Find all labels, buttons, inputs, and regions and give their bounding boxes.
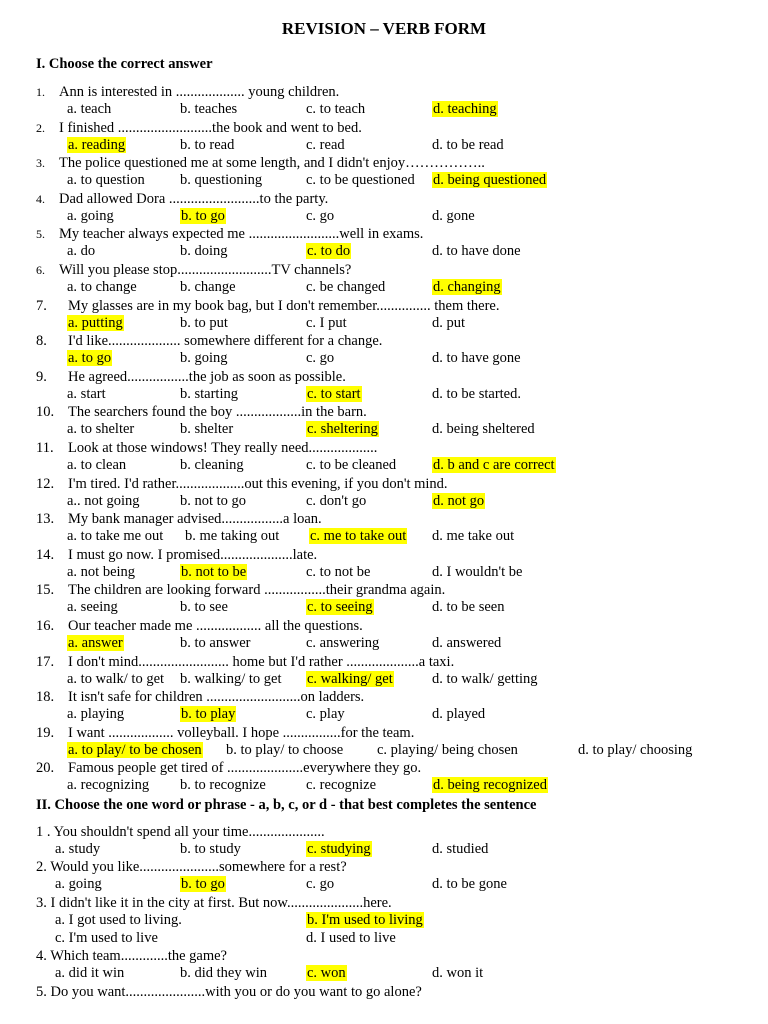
option-label: d. answered [432, 635, 502, 651]
question-number: 1. [36, 85, 45, 99]
option-a[interactable] [67, 670, 164, 688]
option-label: a. to take me out [67, 528, 164, 544]
option-c[interactable] [306, 875, 334, 893]
option-a[interactable] [67, 349, 112, 367]
option-b[interactable] [180, 136, 234, 154]
option-b[interactable] [180, 875, 226, 893]
option-d[interactable] [432, 456, 556, 474]
option-a[interactable] [67, 242, 95, 260]
option-label: a. to play/ to be chosen [68, 742, 202, 758]
option-label: d. to be seen [432, 599, 505, 615]
option-label: b. shelter [180, 421, 234, 437]
question-text: The police questioned me at some length, and I didn't enjoy…………….. [59, 155, 485, 171]
option-label: a. reading [68, 137, 126, 153]
question-number: 18. [36, 689, 55, 705]
option-c[interactable] [306, 840, 372, 858]
option-label: b. to play/ to choose [226, 742, 344, 758]
question-5 [36, 225, 424, 243]
option-c[interactable] [306, 634, 379, 652]
question-15 [36, 581, 446, 599]
option-label: b. questioning [180, 172, 263, 188]
option-label: b. starting [180, 386, 238, 402]
option-c[interactable] [306, 705, 345, 723]
question-text: My glasses are in my book bag, but I don't remember............... them there. [68, 298, 500, 314]
option-label: a.. not going [67, 493, 140, 509]
sentence-3 [36, 894, 392, 912]
option-label: a. teach [67, 101, 112, 117]
question-number: 16. [36, 618, 55, 634]
option-b[interactable] [180, 100, 237, 118]
option-label: a. to change [67, 279, 137, 295]
option-label: a. did it win [55, 965, 125, 981]
option-label: b. to see [180, 599, 228, 615]
option-a[interactable] [55, 964, 124, 982]
option-label: c. playing/ being chosen [377, 742, 518, 758]
option-label: d. I used to live [306, 930, 396, 946]
option-label: c. sheltering [307, 421, 378, 437]
question-6 [36, 261, 352, 279]
option-label: d. gone [432, 208, 475, 224]
option-label: d. b and c are correct [433, 457, 555, 473]
question-7 [36, 297, 500, 315]
option-b[interactable] [180, 705, 236, 723]
option-d[interactable] [432, 100, 498, 118]
sentence-text: 5. Do you want......................with you or do you want to go alone? [36, 984, 422, 1000]
option-label: b. to recognize [180, 777, 266, 793]
question-number: 20. [36, 760, 55, 776]
option-label: a. start [67, 386, 106, 402]
option-d[interactable] [432, 670, 538, 688]
option-label: d. to play/ choosing [578, 742, 693, 758]
question-text: I want .................. volleyball. I hope ................for the team. [68, 725, 415, 741]
option-label: c. be changed [306, 279, 386, 295]
option-label: a. to walk/ to get [67, 671, 165, 687]
option-c[interactable] [377, 741, 518, 759]
question-number: 7. [36, 298, 47, 314]
option-c[interactable] [306, 171, 415, 189]
question-text: Famous people get tired of .....................everywhere they go. [68, 760, 422, 776]
option-label: b. not to go [180, 493, 247, 509]
question-text: The children are looking forward .................their grandma again. [68, 582, 446, 598]
option-label: d. teaching [433, 101, 497, 117]
option-b[interactable] [185, 527, 279, 545]
option-label: c. go [306, 208, 335, 224]
option-b[interactable] [180, 171, 262, 189]
option-label: c. to be cleaned [306, 457, 397, 473]
option-label: a. to go [68, 350, 112, 366]
option-d[interactable] [432, 563, 522, 581]
option-label: b. going [180, 350, 228, 366]
question-number: 13. [36, 511, 55, 527]
option-d[interactable] [432, 634, 501, 652]
option-c[interactable] [306, 964, 347, 982]
option-a[interactable] [67, 420, 134, 438]
question-number: 19. [36, 725, 55, 741]
option-b[interactable] [180, 840, 241, 858]
option-b[interactable] [180, 456, 244, 474]
option-b[interactable] [180, 207, 226, 225]
option-label: c. to teach [306, 101, 366, 117]
option-label: d. not go [433, 493, 485, 509]
option-label: c. go [306, 876, 335, 892]
option-label: b. walking/ to get [180, 671, 282, 687]
option-b[interactable] [180, 349, 228, 367]
option-b[interactable] [180, 670, 282, 688]
option-label: c. read [306, 137, 345, 153]
option-d[interactable] [432, 349, 521, 367]
option-label: a. going [67, 208, 114, 224]
question-number: 5. [36, 227, 45, 241]
question-3 [36, 154, 485, 172]
sentence-text: 1 . You shouldn't spend all your time..................... [36, 824, 325, 840]
question-number: 4. [36, 192, 45, 206]
option-a[interactable] [67, 456, 126, 474]
sentence-5 [36, 983, 422, 1001]
option-b[interactable] [180, 314, 228, 332]
option-label: a. not being [67, 564, 136, 580]
option-label: c. I'm used to live [55, 930, 158, 946]
sentence-1 [36, 823, 325, 841]
question-12 [36, 475, 448, 493]
option-label: c. to do [307, 243, 351, 259]
option-label: d. to be gone [432, 876, 507, 892]
option-d[interactable] [432, 385, 521, 403]
question-text: I'd like.................... somewhere different for a change. [68, 333, 383, 349]
question-17 [36, 653, 455, 671]
option-a[interactable] [55, 875, 102, 893]
question-19 [36, 724, 415, 742]
option-d[interactable] [432, 964, 483, 982]
option-label: a. I got used to living. [55, 912, 182, 928]
option-a[interactable] [67, 598, 118, 616]
question-number: 6. [36, 263, 45, 277]
question-number: 10. [36, 404, 55, 420]
option-b[interactable] [306, 911, 424, 929]
section-1-heading: I. Choose the correct answer [36, 56, 213, 72]
question-text: I finished ..........................the book and went to bed. [59, 120, 362, 136]
option-label: b. to put [180, 315, 228, 331]
option-a[interactable] [67, 741, 203, 759]
question-text: Ann is interested in ................... young children. [59, 84, 340, 100]
option-a[interactable] [67, 634, 124, 652]
option-label: c. recognize [306, 777, 377, 793]
option-label: d. I wouldn't be [432, 564, 523, 580]
option-c[interactable] [306, 349, 334, 367]
option-label: c. studying [307, 841, 371, 857]
page-title: REVISION – VERB FORM [281, 19, 487, 38]
option-c[interactable] [309, 527, 407, 545]
option-b[interactable] [180, 563, 247, 581]
option-label: b. to go [181, 876, 225, 892]
question-number: 12. [36, 476, 55, 492]
option-label: a. putting [68, 315, 123, 331]
question-text: Dad allowed Dora .........................to the party. [59, 191, 329, 207]
question-text: Will you please stop..........................TV channels? [59, 262, 352, 278]
option-b[interactable] [180, 420, 233, 438]
option-d[interactable] [432, 136, 504, 154]
option-label: b. to study [180, 841, 241, 857]
option-d[interactable] [432, 420, 535, 438]
question-text: He agreed.................the job as soon as possible. [68, 369, 346, 385]
option-c[interactable] [306, 242, 351, 260]
option-b[interactable] [180, 242, 228, 260]
option-label: b. me taking out [185, 528, 280, 544]
sentence-2 [36, 858, 347, 876]
option-label: d. changing [433, 279, 501, 295]
option-label: c. play [306, 706, 345, 722]
question-1 [36, 83, 340, 101]
option-label: c. answering [306, 635, 380, 651]
option-label: a. answer [68, 635, 123, 651]
option-d[interactable] [306, 929, 396, 947]
question-14 [36, 546, 318, 564]
option-a[interactable] [55, 911, 182, 929]
question-text: My teacher always expected me .........................well in exams. [59, 226, 424, 242]
question-text: I don't mind......................... home but I'd rather ....................a taxi. [68, 654, 455, 670]
option-label: b. to play [181, 706, 236, 722]
option-c[interactable] [306, 314, 347, 332]
option-label: b. to read [180, 137, 235, 153]
option-a[interactable] [67, 705, 124, 723]
option-c[interactable] [306, 136, 345, 154]
option-c[interactable] [306, 670, 394, 688]
option-label: d. to walk/ getting [432, 671, 538, 687]
option-b[interactable] [180, 964, 267, 982]
question-number: 15. [36, 582, 55, 598]
option-b[interactable] [226, 741, 343, 759]
sentence-text: 2. Would you like......................somewhere for a rest? [36, 859, 347, 875]
option-label: c. don't go [306, 493, 367, 509]
option-b[interactable] [180, 634, 250, 652]
question-number: 2. [36, 121, 45, 135]
sentence-text: 4. Which team.............the game? [36, 948, 227, 964]
option-label: b. did they win [180, 965, 267, 981]
option-label: d. me take out [432, 528, 515, 544]
question-number: 9. [36, 369, 47, 385]
option-b[interactable] [180, 278, 236, 296]
option-label: a. going [55, 876, 102, 892]
option-label: d. to be started. [432, 386, 521, 402]
question-number: 3. [36, 156, 45, 170]
option-label: a. to clean [67, 457, 127, 473]
question-text: I'm tired. I'd rather...................out this evening, if you don't mind. [68, 476, 448, 492]
option-a[interactable] [67, 136, 126, 154]
option-d[interactable] [432, 492, 485, 510]
option-label: b. doing [180, 243, 228, 259]
option-label: b. to go [181, 208, 225, 224]
option-a[interactable] [67, 207, 114, 225]
option-label: d. being questioned [433, 172, 547, 188]
option-label: c. to not be [306, 564, 371, 580]
question-text: It isn't safe for children ..........................on ladders. [68, 689, 365, 705]
sentence-4 [36, 947, 227, 965]
option-label: c. I put [306, 315, 347, 331]
option-label: b. I'm used to living [307, 912, 423, 928]
section-2-heading: II. Choose the one word or phrase - a, b, c, or d - that best completes the sentence [36, 797, 537, 813]
option-label: a. to shelter [67, 421, 135, 437]
option-b[interactable] [180, 492, 246, 510]
option-d[interactable] [432, 278, 502, 296]
sentence-text: 3. I didn't like it in the city at first. But now.....................here. [36, 895, 392, 911]
option-label: c. walking/ get [307, 671, 393, 687]
option-label: d. to have gone [432, 350, 521, 366]
option-c[interactable] [306, 385, 362, 403]
option-d[interactable] [432, 207, 475, 225]
option-c[interactable] [306, 420, 379, 438]
option-a[interactable] [67, 527, 163, 545]
question-text: Our teacher made me .................. all the questions. [68, 618, 363, 634]
option-d[interactable] [432, 314, 465, 332]
question-18 [36, 688, 365, 706]
option-d[interactable] [432, 242, 521, 260]
option-label: d. played [432, 706, 486, 722]
option-c[interactable] [306, 598, 374, 616]
question-13 [36, 510, 322, 528]
question-text: Look at those windows! They really need................... [68, 440, 378, 456]
option-label: a. to question [67, 172, 145, 188]
option-label: c. to start [307, 386, 361, 402]
option-label: a. study [55, 841, 101, 857]
option-label: d. being recognized [433, 777, 547, 793]
option-a[interactable] [67, 314, 124, 332]
option-d[interactable] [432, 705, 485, 723]
question-16 [36, 617, 363, 635]
question-8 [36, 332, 383, 350]
option-d[interactable] [432, 598, 504, 616]
option-c[interactable] [306, 207, 334, 225]
option-label: b. to answer [180, 635, 251, 651]
option-label: a. recognizing [67, 777, 150, 793]
question-number: 8. [36, 333, 47, 349]
option-label: d. being sheltered [432, 421, 535, 437]
question-number: 11. [36, 440, 54, 456]
option-label: b. not to be [181, 564, 247, 580]
question-4 [36, 190, 329, 208]
question-20 [36, 759, 422, 777]
option-label: b. change [180, 279, 236, 295]
option-a[interactable] [67, 776, 149, 794]
option-c[interactable] [306, 776, 376, 794]
question-2 [36, 119, 362, 137]
option-a[interactable] [55, 840, 100, 858]
question-number: 14. [36, 547, 55, 563]
option-label: c. me to take out [310, 528, 407, 544]
option-b[interactable] [180, 385, 238, 403]
option-b[interactable] [180, 598, 228, 616]
option-label: c. to seeing [307, 599, 373, 615]
option-label: a. seeing [67, 599, 118, 615]
option-a[interactable] [67, 563, 135, 581]
option-label: c. won [307, 965, 346, 981]
option-label: d. won it [432, 965, 484, 981]
question-text: I must go now. I promised....................late. [68, 547, 318, 563]
option-a[interactable] [67, 492, 140, 510]
option-d[interactable] [432, 840, 488, 858]
question-11 [36, 439, 378, 457]
option-a[interactable] [67, 278, 137, 296]
option-c[interactable] [55, 929, 158, 947]
option-label: b. cleaning [180, 457, 244, 473]
option-label: a. do [67, 243, 96, 259]
option-label: d. studied [432, 841, 489, 857]
option-c[interactable] [306, 456, 396, 474]
option-c[interactable] [306, 278, 385, 296]
question-10 [36, 403, 367, 421]
option-label: a. playing [67, 706, 125, 722]
option-label: d. to have done [432, 243, 521, 259]
option-label: b. teaches [180, 101, 238, 117]
option-label: d. to be read [432, 137, 504, 153]
option-c[interactable] [306, 563, 370, 581]
question-text: The searchers found the boy ..................in the barn. [68, 404, 367, 420]
option-d[interactable] [578, 741, 692, 759]
option-c[interactable] [306, 100, 365, 118]
option-d[interactable] [432, 171, 547, 189]
option-d[interactable] [432, 527, 514, 545]
option-c[interactable] [306, 492, 366, 510]
option-a[interactable] [67, 100, 111, 118]
option-b[interactable] [180, 776, 266, 794]
option-d[interactable] [432, 875, 507, 893]
option-label: d. put [432, 315, 466, 331]
option-a[interactable] [67, 171, 145, 189]
option-d[interactable] [432, 776, 548, 794]
question-number: 17. [36, 654, 55, 670]
option-label: c. go [306, 350, 335, 366]
option-label: c. to be questioned [306, 172, 415, 188]
question-text: My bank manager advised.................a loan. [68, 511, 322, 527]
option-a[interactable] [67, 385, 106, 403]
question-9 [36, 368, 346, 386]
